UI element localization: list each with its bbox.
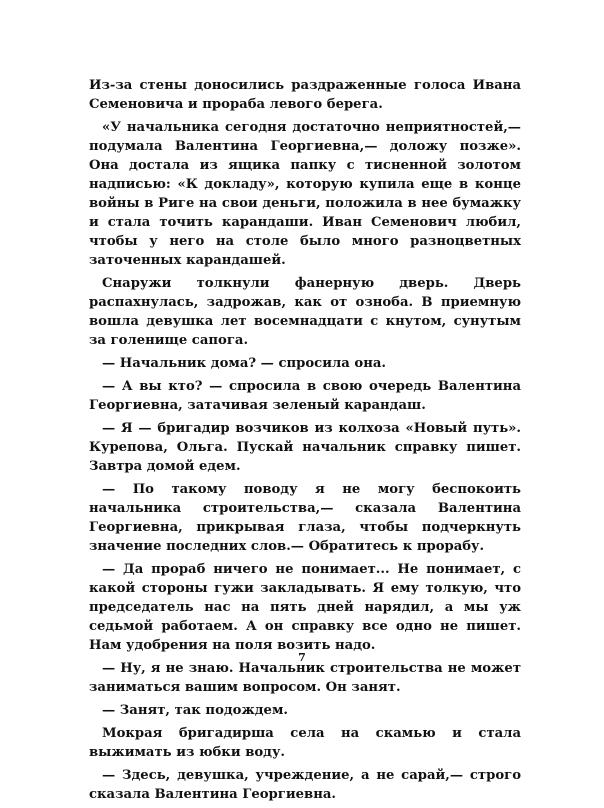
page-body [89,76,521,808]
paragraph-1: Из-за стены доносились раздраженные голоса Ивана Семеновича и прораба левого берега. [89,78,521,112]
paragraph-5: — А вы кто? — спросила в свою очередь Валентина Георгиевна, затачивая зеленый карандаш. [89,379,521,413]
paragraph-3: Снаружи толкнули фанерную дверь. Дверь распахнулась, задрожав, как от озноба. В приемную вошла девушка лет восемнадцати с кнутом, сунутым за голенище сапога. [89,276,521,348]
paragraph-6: — Я — бригадир возчиков из колхоза «Новый путь». Курепова, Ольга. Пускай начальник справку пишет. Завтра домой едем. [89,421,521,474]
paragraph-9: — Ну, я не знаю. Начальник строительства не может заниматься вашим вопросом. Он занят. [89,661,521,695]
paragraph-12: — Здесь, девушка, учреждение, а не сарай,— строго сказала Валентина Георгиевна. [89,768,521,802]
page-number: 7 [298,651,306,664]
paragraph-4: — Начальник дома? — спросила она. [102,356,386,371]
paragraph-11: Мокрая бригадирша села на скамью и стала выжимать из юбки воду. [89,726,521,760]
paragraph-8: — Да прораб ничего не понимает... Не понимает, с какой стороны гужи закладывать. Я ему толкую, что председатель нас на пять дней нарядил, а мы уж седьмой работаем. А он справку все одно не пишет. Нам удобрения на поля возить надо. [89,562,521,653]
paragraph-10: — Занят, так подождем. [102,703,288,718]
paragraph-7: — По такому поводу я не могу беспокоить начальника строительства,— сказала Валентина Георгиевна, прикрывая глаза, чтобы подчеркнуть значение последних слов.— Обратитесь к прорабу. [89,482,521,554]
paragraph-2: «У начальника сегодня достаточно неприятностей,— подумала Валентина Георгиевна,— доложу позже». Она достала из ящика папку с тисненной золотом надписью: «К докладу», которую купила еще в конце войны в Риге на свои деньги, положила в нее бумажку и стала точить карандаши. Иван Семенович любил, чтобы у него на столе было много разноцветных заточенных карандашей. [89,120,521,268]
